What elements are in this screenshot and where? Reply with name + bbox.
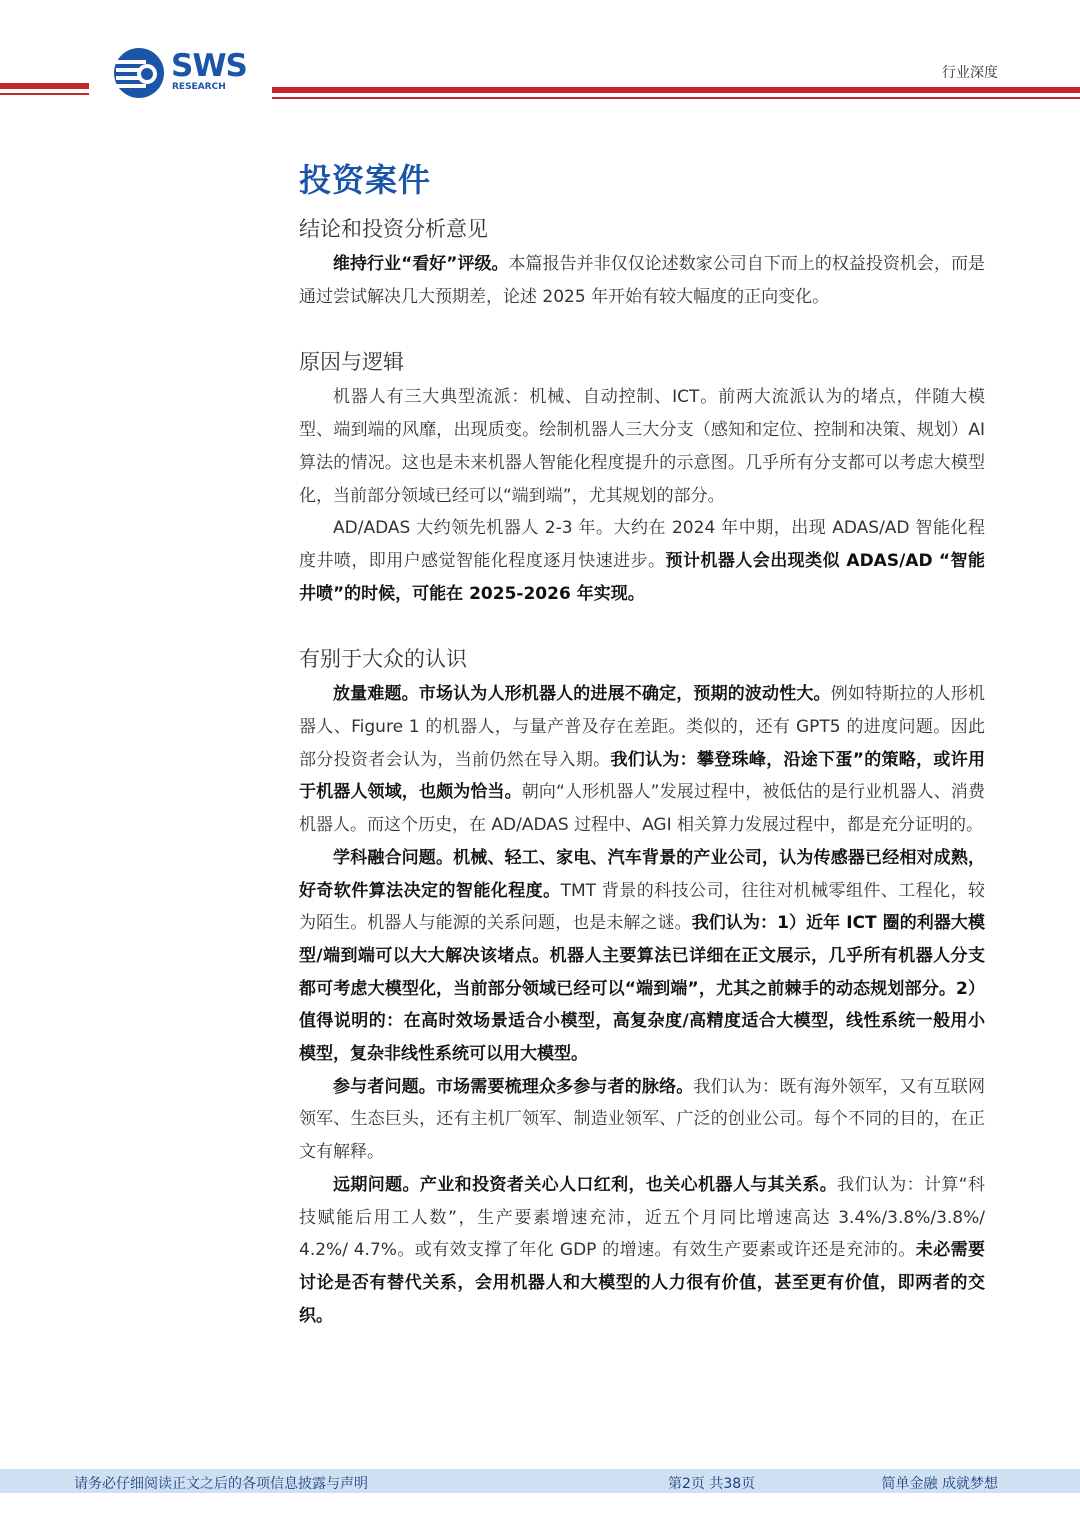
paragraph — [299, 512, 985, 610]
text-run: 朝向“人形机器人”发展过程中，被低估的是行业机器人、消费机器人。而这个历史，在 AD/ADAS 过程中、AGI 相关算力发展过程中，都是充分证明的。 — [299, 782, 985, 836]
sws-logo — [113, 47, 263, 101]
logo-wordmark: SWS — [171, 48, 247, 84]
paragraph — [299, 1169, 985, 1333]
sws-logo-icon — [113, 47, 165, 99]
bold-text-run: 我们认为：攀登珠峰，沿途下蛋”的策略，或许用于机器人领域，也颇为恰当。 — [299, 749, 986, 803]
header-rule-left — [0, 83, 89, 89]
report-body — [299, 158, 985, 1332]
sections-container — [299, 214, 985, 1332]
text-run: AD/ADAS 大约领先机器人 2-3 年。大约在 2024 年中期，出现 ADAS/AD 智能化程度井喷，即用户感觉智能化程度逐月快速进步。 — [299, 518, 985, 571]
logo-subtitle: RESEARCH — [172, 82, 226, 92]
bold-text-run: 维持行业“看好”评级。 — [333, 254, 509, 274]
page-footer — [0, 1469, 1080, 1493]
text-run: 机器人有三大典型流派：机械、自动控制、ICT。前两大流派认为的堵点，伴随大模型、端到端的风靡，出现质变。绘制机器人三大分支（感知和定位、控制和决策、规划）AI 算法的情况。这也是未来机器人智能化程度提升的示意图。几乎所有分支都可以考虑大模型化，当前部分领域已经可以“端到端”，尤其规划的部分。 — [299, 387, 985, 506]
footer-slogan: 简单金融 成就梦想 — [881, 1476, 998, 1492]
bold-text-run: 远期问题。产业和投资者关心人口红利，也关心机器人与其关系。 — [333, 1174, 838, 1195]
paragraph — [299, 248, 985, 313]
footer-disclaimer: 请务必仔细阅读正文之后的各项信息披露与声明 — [74, 1476, 368, 1492]
header-rule-left-thin — [0, 93, 89, 95]
bold-text-run: 未必需要讨论是否有替代关系，会用机器人和大模型的人力很有价值，甚至更有价值，即两者的交织。 — [299, 1240, 985, 1326]
section-gap — [299, 610, 985, 644]
text-run: 我们认为：计算“科技赋能后用工人数”，生产要素增速充沛，近五个月同比增速高达 3.4%/3.8%/3.8%/ 4.2%/ 4.7%。或有效支撑了年化 GDP 的增速。有效生产要素或许还是充沛的。 — [299, 1174, 985, 1261]
bold-text-run: 放量难题。市场认为人形机器人的进展不确定，预期的波动性大。 — [333, 684, 831, 705]
header-rule-right-thin — [272, 97, 1080, 99]
section-title: 原因与逻辑 — [299, 350, 404, 375]
text-run: 例如特斯拉的人形机器人、Figure 1 的机器人，与量产普及存在差距。类似的，还有 GPT5 的进度问题。因此部分投资者会认为，当前仍然在导入期。 — [299, 684, 986, 770]
section-title: 有别于大众的认识 — [299, 647, 467, 672]
bold-text-run: 参与者问题。市场需要梳理众多参与者的脉络。 — [333, 1076, 694, 1097]
section-title: 结论和投资分析意见 — [299, 217, 488, 241]
text-run: 本篇报告并非仅仅论述数家公司自下而上的权益投资机会，而是通过尝试解决几大预期差，论述 2025 年开始有较大幅度的正向变化。 — [299, 254, 985, 307]
bold-text-run: 预计机器人会出现类似 ADAS/AD “智能井喷”的时候，可能在 2025-2026 年实现。 — [299, 550, 986, 604]
paragraph — [299, 842, 985, 1071]
text-run: 我们认为：既有海外领军，又有互联网领军、生态巨头，还有主机厂领军、制造业领军、广泛的创业公司。每个不同的目的，在正文有解释。 — [299, 1076, 986, 1163]
paragraph — [299, 1071, 985, 1169]
document-type-label: 行业深度 — [942, 65, 998, 81]
page-title: 投资案件 — [299, 161, 432, 199]
page-number: 第2页 共38页 — [668, 1476, 756, 1492]
header-rule-right — [272, 87, 1080, 93]
bold-text-run: 我们认为：1）近年 ICT 圈的利器大模型/端到端可以大大解决该堵点。机器人主要算法已详细在正文展示，几乎所有机器人分支都可考虑大模型化，当前部分领域已经可以“端到端”，尤其之前棘手的动态规划部分。2）值得说明的：在高时效场景适合小模型，高复杂度/高精度适合大模型，线性系统一般用小模型，复杂非线性系统可以用大模型。 — [299, 913, 986, 1065]
section-gap — [299, 313, 985, 347]
paragraph — [299, 678, 985, 842]
text-run: TMT 背景的科技公司，往往对机械零组件、工程化，较为陌生。机器人与能源的关系问题，也是未解之谜。 — [299, 880, 986, 934]
paragraph — [299, 381, 985, 512]
bold-text-run: 学科融合问题。机械、轻工、家电、汽车背景的产业公司，认为传感器已经相对成熟，好奇软件算法决定的智能化程度。 — [299, 847, 985, 901]
